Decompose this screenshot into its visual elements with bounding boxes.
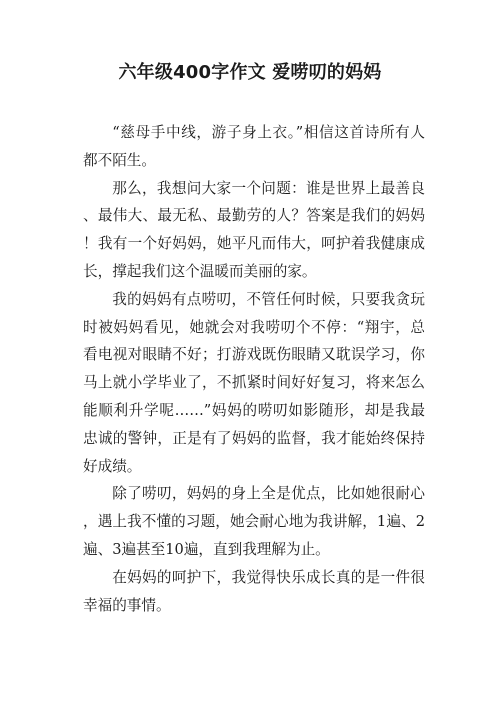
paragraph-4: 除了唠叨，妈妈的身上全是优点，比如她很耐心，遇上我不懂的习题，她会耐心地为我讲解，1遍、2遍、3遍甚至10遍，直到我理解为止。 (83, 485, 425, 558)
paragraph-2: 那么，我想问大家一个问题：谁是世界上最善良、最伟大、最无私、最勤劳的人？答案是我们的妈妈！我有一个好妈妈，她平凡而伟大，呵护着我健康成长，撑起我们这个温暖而美丽的家。 (83, 179, 425, 280)
paragraph-3: 我的妈妈有点唠叨，不管任何时候，只要我贪玩时被妈妈看见，她就会对我唠叨个不停：“翔宇，总看电视对眼睛不好；打游戏既伤眼睛又耽误学习，你马上就小学毕业了，不抓紧时间好好复习，将来怎么能顺利升学呢……”妈妈的唠叨如影随形，却是我最忠诚的警钟，正是有了妈妈的监督，我才能始终保持好成绩。 (83, 290, 425, 475)
document-title: 六年级400字作文 爱唠叨的妈妈 (118, 62, 382, 83)
paragraph-5: 在妈妈的呵护下，我觉得快乐成长真的是一件很幸福的事情。 (83, 568, 425, 614)
document-body (83, 119, 425, 619)
paragraph-1: “慈母手中线，游子身上衣。”相信这首诗所有人都不陌生。 (83, 124, 425, 169)
